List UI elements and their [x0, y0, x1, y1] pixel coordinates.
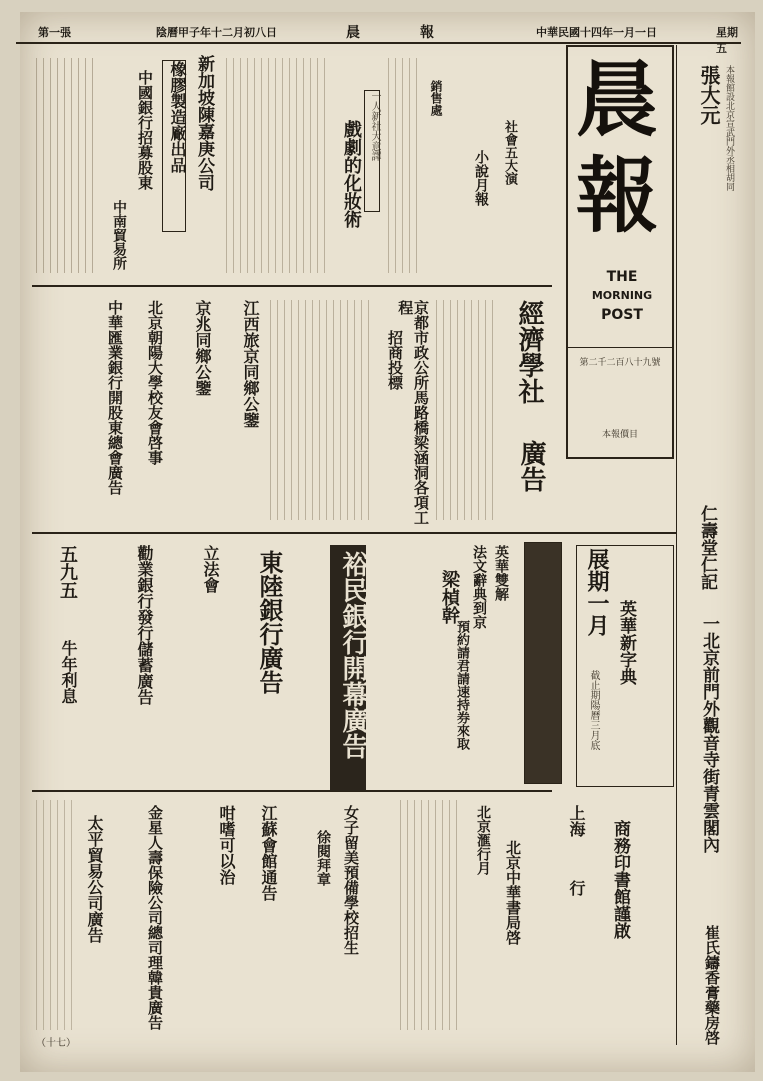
top-middle-column-text	[226, 58, 326, 273]
rule-mid-section	[32, 532, 677, 534]
masthead-side-note	[552, 60, 564, 440]
middle-column-text	[270, 300, 370, 520]
footer-page-number: （十七）	[36, 1038, 76, 1049]
masthead-issue: 第二千二百八十九號	[579, 358, 661, 368]
far-right-address: 一北京前門外觀音寺街青雲閣內	[699, 615, 719, 853]
ad-english-chinese-bilingual: 英華雙解	[493, 545, 509, 601]
masthead-eng-2: MORNING	[591, 289, 653, 302]
ad-quanye-bank: 勸業銀行發行儲蓄廣告	[135, 545, 154, 705]
ad-hang: 行	[567, 880, 586, 896]
ad-shanghai: 上海	[567, 805, 586, 837]
far-right-ad-name: 張大元	[697, 65, 721, 125]
ad-dictionary-box	[576, 545, 674, 787]
top-left-column-text	[36, 58, 96, 273]
far-right-store: 仁壽堂仁記	[697, 505, 717, 590]
ad-bidding: 招商投標	[386, 330, 404, 390]
ad-chen-jiageng: 新加坡陳嘉庚公司	[194, 55, 214, 191]
ad-jingzhao-compatriots: 京兆同鄉公鑒	[193, 300, 212, 396]
ad-cough-cure: 咁嗜可以治	[217, 805, 236, 885]
header-section: 第一張	[38, 26, 71, 39]
ad-liang-zhengan: 梁楨幹	[439, 570, 460, 624]
ad-xu-yue: 徐閱拜章	[315, 830, 331, 886]
far-right-signature: 崔氏鑄香膏藥房啓	[703, 925, 721, 1045]
masthead-divider	[568, 347, 672, 348]
ad-english-chinese-dictionary: 英華新字典	[616, 600, 636, 685]
masthead	[566, 45, 674, 459]
masthead-char-1: 晨	[576, 52, 659, 148]
ad-yumin-bank: 裕民銀行開幕廣告	[330, 545, 366, 791]
header-paper-name: 晨報	[346, 25, 494, 41]
ad-zhonghua-bookstore: 北京中華書局啓	[504, 840, 522, 945]
ad-huaye-bank: 中華匯業銀行開股東總會廣告	[106, 300, 124, 495]
ad-girls-school: 女子留美預備學校招生	[342, 805, 360, 955]
ad-jiangxi-compatriots: 江西旅京同鄉公鑒	[241, 300, 260, 428]
far-right-notice: 本報館設北京宣武門外丞相胡同	[724, 65, 734, 191]
ad-jiangsu-guildhall: 江蘇會館通告	[259, 805, 278, 901]
ad-beijing-bank-monthly: 北京滙行月	[475, 805, 491, 875]
ad-zhongnan-trade: 中南貿易所	[111, 200, 127, 270]
page-header	[16, 22, 741, 55]
ad-bank-shareholders: 中國銀行招募股東	[136, 70, 154, 190]
ad-dark-banner	[524, 542, 562, 784]
top-middle-column-text-2	[388, 58, 418, 273]
header-date-right: 陰曆甲子年十二月初八日	[156, 26, 277, 39]
ad-taiping-trade: 太平貿易公司廣告	[85, 815, 104, 943]
ad-notice: 廣告	[516, 440, 546, 492]
ad-deadline: 截止期陽曆三月底	[588, 670, 599, 750]
masthead-price-label: 本報價目	[601, 430, 638, 440]
ad-donglu-bank: 東陸銀行廣告	[255, 550, 284, 694]
ad-golden-star-insurance: 金星人壽保險公司總司理韓貴廣告	[146, 805, 164, 1030]
ad-rate-595: 五九五	[57, 545, 78, 599]
ad-drama-makeup: 戲劇的化妝術	[341, 120, 362, 228]
header-weekday: 星期五	[716, 26, 738, 55]
bottom-column-text	[400, 800, 460, 1030]
bottom-left-column-text	[36, 800, 76, 1030]
far-right-column	[676, 45, 737, 1045]
ad-half-year-interest: 牛年利息	[59, 640, 78, 704]
ad-sales-office: 銷售處	[429, 80, 443, 116]
masthead-char-2: 報	[576, 148, 659, 244]
masthead-eng-1: THE	[606, 269, 638, 285]
ad-municipal-engineering: 京都市政公所馬路橋梁涵洞各項工程	[396, 300, 430, 525]
ad-french-dictionary: 法文辭典到京	[471, 545, 487, 629]
ad-commercial-press: 商務印書館謹啟	[610, 820, 630, 939]
ad-translation-note: 一人新社大意譯	[364, 90, 380, 212]
ad-rubber-factory: 橡膠製造廠出品	[162, 60, 186, 232]
ad-novel-monthly: 小說月報	[473, 150, 489, 206]
masthead-eng-3: POST	[601, 307, 643, 323]
rule-lower-section	[32, 790, 552, 792]
ad-presale-notice: 預約請君請速持券來取	[454, 620, 469, 750]
ad-chaoyang-alumni: 北京朝陽大學校友會啓事	[146, 300, 164, 465]
ad-extend-one-month: 展期一月	[584, 548, 610, 636]
middle-column-text-2	[436, 300, 496, 520]
header-date-left: 中華民國十四年一月一日	[536, 26, 657, 39]
ad-society-five: 社會五大演	[502, 120, 517, 185]
ad-legislative-society: 立法會	[201, 545, 220, 593]
ad-economics-society: 經濟學社	[514, 300, 544, 404]
